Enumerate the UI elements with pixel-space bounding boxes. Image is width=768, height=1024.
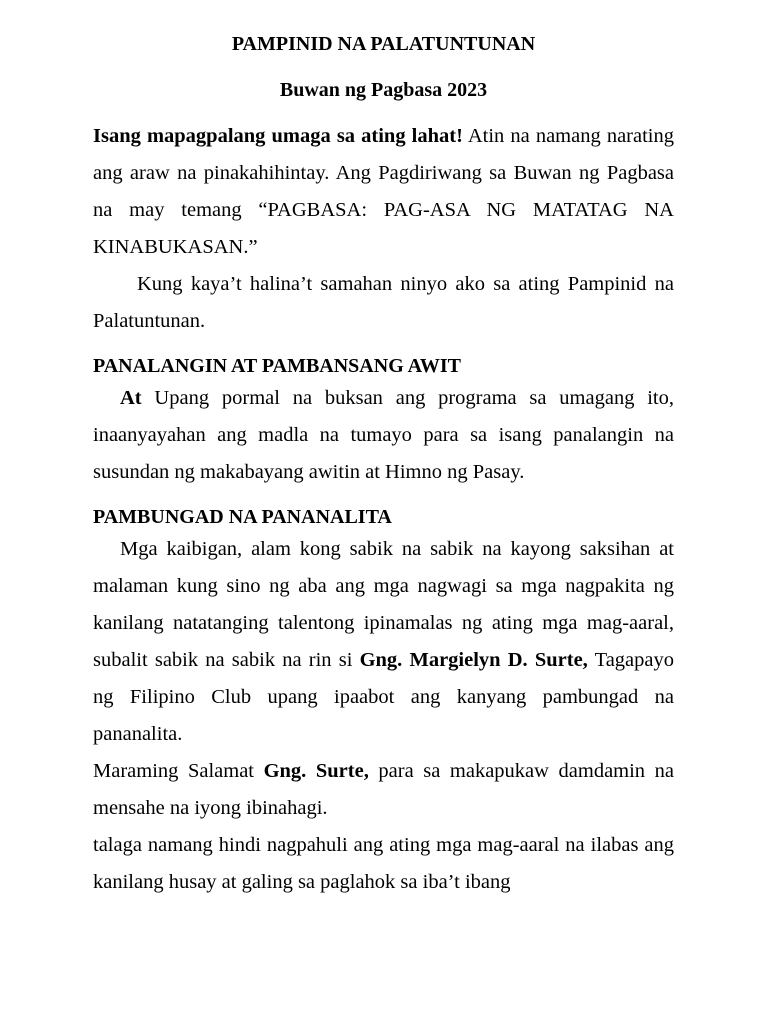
paragraph-invitation: Kung kaya’t halina’t samahan ninyo ako sa ating Pampinid na Palatuntunan. [93,273,674,332]
paragraph-opening-remarks [93,531,674,753]
opening-text-start: Mga kaibigan, alam kong sabik na sabik na kayong saksihan at malaman kung sino ng aba ang mga nagwagi sa mga nagpakita ng kanilang natatanging talentong ipinamalas ng ating mga mag-aaral, subalit sabik na sabik na rin si [93,538,674,671]
prayer-text: Upang pormal na buksan ang programa sa umagang ito, inaanyayahan ang madla na tumayo para sa isang panalangin na susundan ng makabayang awitin at Himno ng Pasay. [93,387,674,483]
thanks-speaker: Gng. Surte, [263,760,369,782]
document-title: PAMPINID NA PALATUNTUNAN [231,33,536,55]
greeting-text: Atin na namang narating ang araw na pinakahihintay. Ang Pagdiriwang sa Buwan ng Pagbasa na may temang “PAGBASA: PAG-ASA NG MATATAG NA KINABUKASAN.” [93,125,674,258]
thanks-text-start: Maraming Salamat [93,760,264,782]
heading-prayer-anthem: PANALANGIN AT PAMBANSANG AWIT [93,355,461,377]
thanks-text-end: para sa makapukaw damdamin na mensahe na iyong ibinahagi. [93,760,674,819]
heading-opening-remarks: PAMBUNGAD NA PANANALITA [93,506,392,528]
document-subtitle: Buwan ng Pagbasa 2023 [279,79,488,101]
speaker-name: Gng. Margielyn D. Surte, [359,649,588,671]
paragraph-thanks [93,753,674,827]
paragraph-prayer [93,380,674,491]
opening-text-end: Tagapayo ng Filipino Club upang ipaabot ang kanyang pambungad na pananalita. [93,649,674,745]
prayer-bold: At [120,387,142,409]
paragraph-students: talaga namang hindi nagpahuli ang ating mga mag-aaral na ilabas ang kanilang husay at galing sa paglahok sa iba’t ibang [93,834,674,893]
paragraph-greeting [93,118,674,266]
greeting-bold: Isang mapagpalang umaga sa ating lahat! [93,125,463,147]
